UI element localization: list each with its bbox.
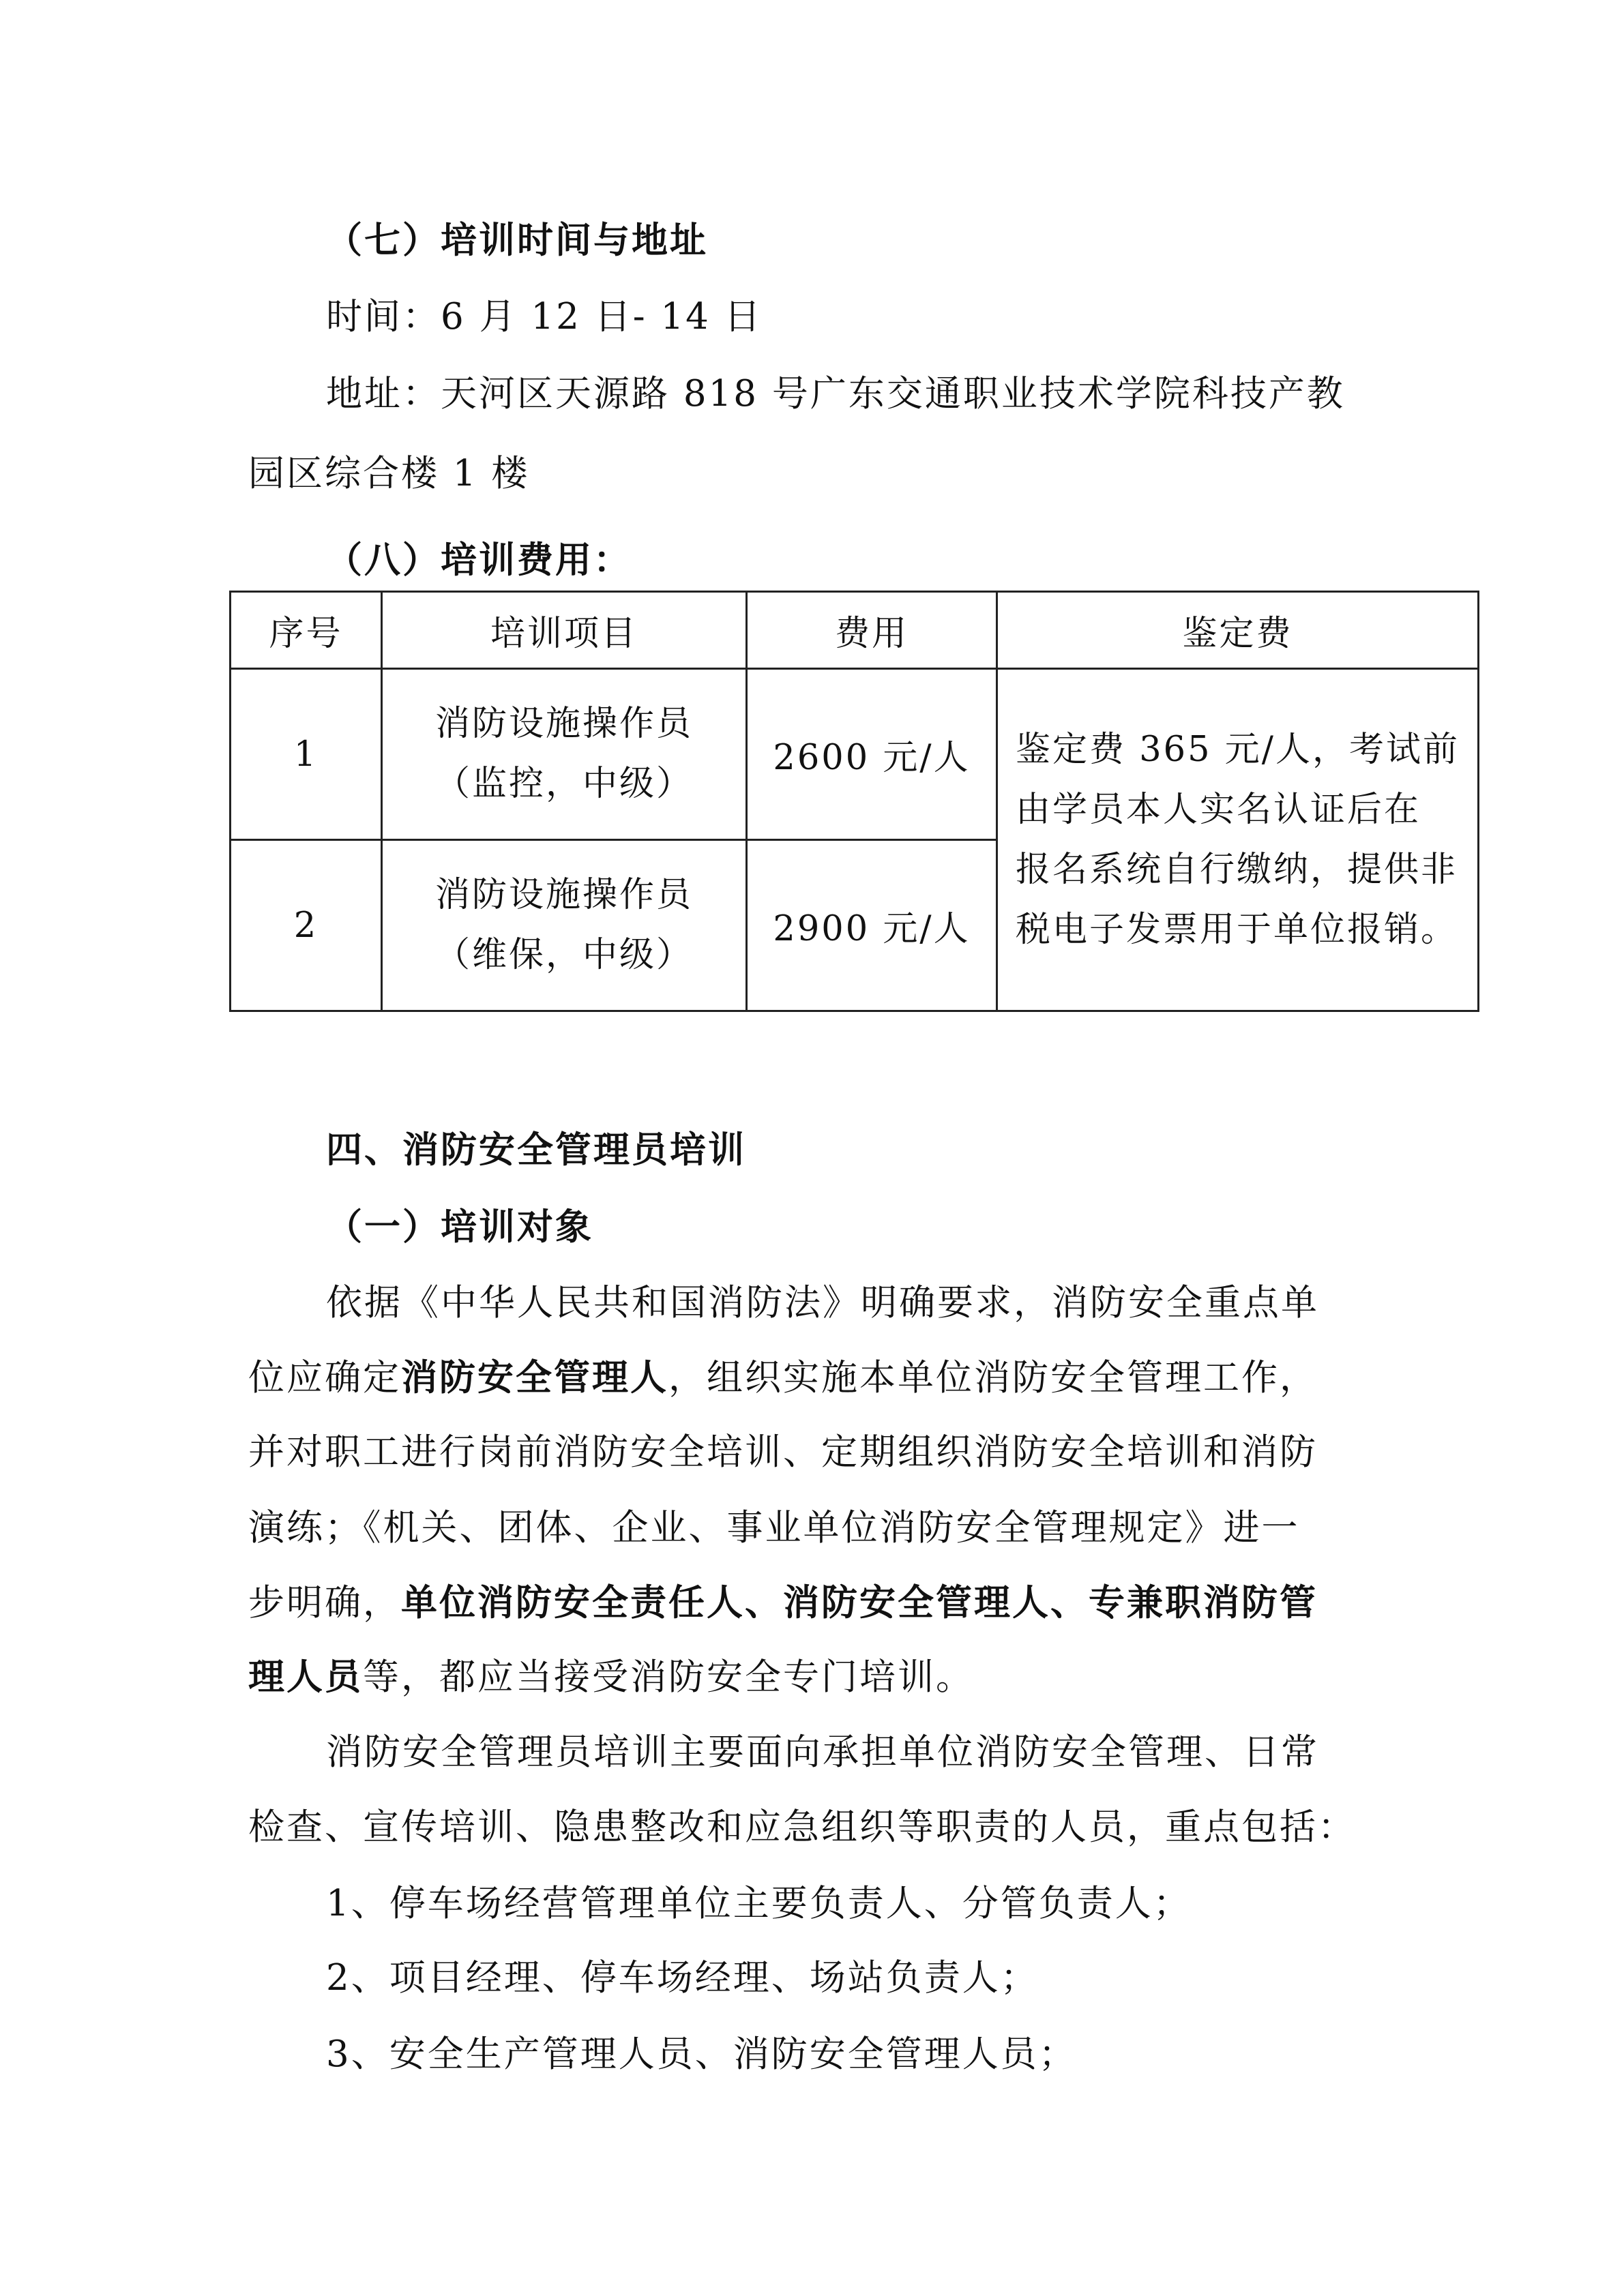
row-no: 2 xyxy=(231,840,382,1011)
row-item xyxy=(382,669,747,840)
section-heading: 四、消防安全管理员培训 xyxy=(326,1129,746,1171)
row-item xyxy=(382,840,747,1011)
paragraph-line xyxy=(248,1579,1318,1627)
paragraph-line xyxy=(248,1354,1318,1402)
row-item-line2: （监控，中级） xyxy=(434,764,693,804)
row-item-line1: 消防设施操作员 xyxy=(434,704,693,744)
appraisal-note-line: 报名系统自行缴纳，提供非 xyxy=(1016,849,1458,890)
section-heading: （八）培训费用： xyxy=(326,539,632,581)
appraisal-note-line: 税电子发票用于单位报销。 xyxy=(1016,909,1458,950)
header-cell-no: 序号 xyxy=(231,592,382,669)
header-cell-fee: 费用 xyxy=(747,592,997,669)
paragraph-line: 消防安全管理员培训主要面向承担单位消防安全管理、日常 xyxy=(326,1731,1319,1773)
bold-text-run: 理人员 xyxy=(248,1656,363,1698)
row-no: 1 xyxy=(231,669,382,840)
paragraph-line: 依据《中华人民共和国消防法》明确要求，消防安全重点单 xyxy=(326,1282,1319,1324)
list-item: 1、停车场经营管理单位主要负责人、分管负责人； xyxy=(326,1883,1192,1924)
paragraph-line: 检查、宣传培训、隐患整改和应急组织等职责的人员，重点包括： xyxy=(248,1806,1356,1848)
fee-table xyxy=(229,591,1479,1012)
section-heading: （七）培训时间与地址 xyxy=(326,220,708,261)
appraisal-note-line: 鉴定费 365 元/人，考试前 xyxy=(1016,729,1460,770)
table-header-row xyxy=(231,592,1479,669)
text-run: ，组织实施本单位消防安全管理工作， xyxy=(668,1357,1318,1399)
paragraph-line: 并对职工进行岗前消防安全培训、定期组织消防安全培训和消防 xyxy=(248,1431,1318,1473)
bold-text-run: 单位消防安全责任人、消防安全管理人、专兼职消防管 xyxy=(401,1582,1318,1624)
table-row xyxy=(231,669,1479,840)
row-item-line1: 消防设施操作员 xyxy=(434,875,693,915)
subsection-heading: （一）培训对象 xyxy=(326,1206,593,1248)
training-address-cont: 园区综合楼 1 楼 xyxy=(248,453,530,494)
paragraph-line xyxy=(248,1654,974,1701)
text-run: 步明确， xyxy=(248,1582,401,1624)
row-fee: 2900 元/人 xyxy=(747,840,997,1011)
row-item-line2: （维保，中级） xyxy=(434,935,693,975)
row-fee: 2600 元/人 xyxy=(747,669,997,840)
appraisal-note xyxy=(997,669,1479,1011)
paragraph-line: 演练；《机关、团体、企业、事业单位消防安全管理规定》进一 xyxy=(248,1507,1300,1549)
training-address: 地址：天河区天源路 818 号广东交通职业技术学院科技产教 xyxy=(326,373,1345,415)
text-run: 位应确定 xyxy=(248,1357,401,1399)
text-run: 等，都应当接受消防安全专门培训。 xyxy=(363,1656,974,1698)
bold-text-run: 消防安全管理人 xyxy=(401,1357,668,1399)
header-cell-item: 培训项目 xyxy=(382,592,747,669)
list-item: 2、项目经理、停车场经理、场站负责人； xyxy=(326,1957,1039,1999)
appraisal-note-line: 由学员本人实名认证后在 xyxy=(1016,789,1421,830)
header-cell-appraisal: 鉴定费 xyxy=(997,592,1479,669)
list-item: 3、安全生产管理人员、消防安全管理人员； xyxy=(326,2033,1077,2075)
training-time: 时间：6 月 12 日- 14 日 xyxy=(326,296,763,338)
